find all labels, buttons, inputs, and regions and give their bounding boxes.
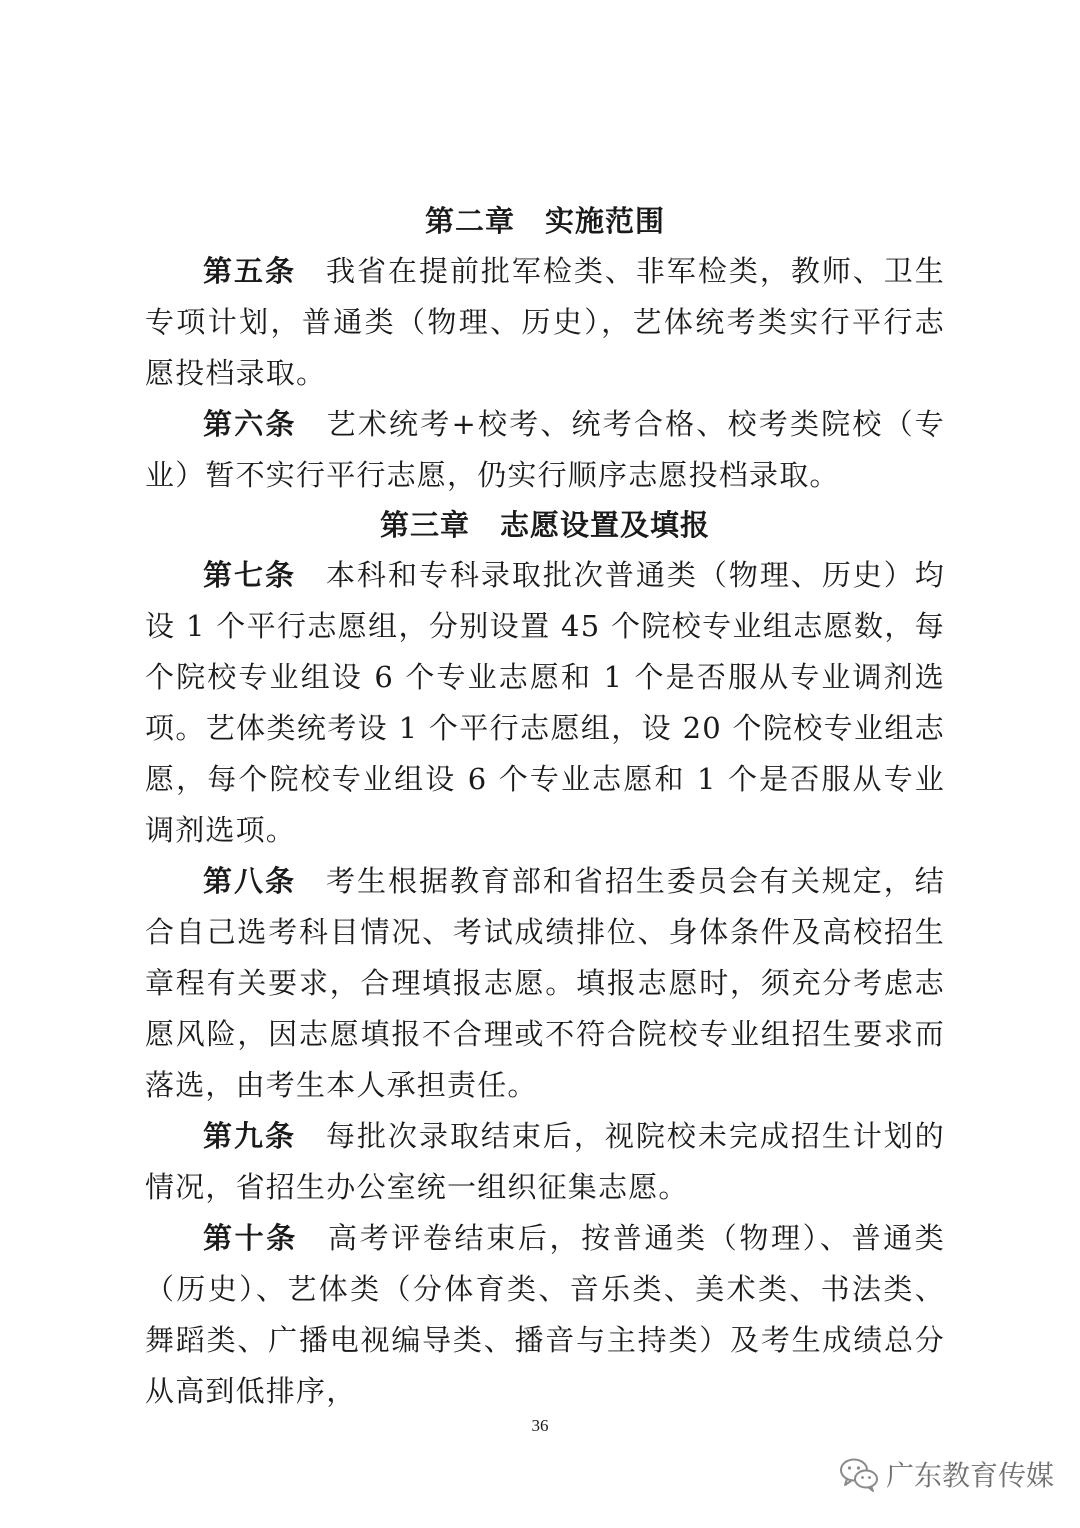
article-title: 第七条 xyxy=(203,558,296,592)
chapter-heading: 第二章 实施范围 xyxy=(424,204,665,238)
article-paragraph xyxy=(145,550,945,856)
article-paragraph xyxy=(145,1213,945,1417)
article-paragraph xyxy=(145,856,945,1111)
article-paragraph xyxy=(145,1111,945,1213)
article-title: 第八条 xyxy=(203,864,296,898)
article-text: 考生根据教育部和省招生委员会有关规定，结合自己选考科目情况、考试成绩排位、身体条件及高校招生章程有关要求，合理填报志愿。填报志愿时，须充分考虑志愿风险，因志愿填报不合理或不符合院校专业组招生要求而落选，由考生本人承担责任。 xyxy=(145,864,945,1102)
article-title: 第十条 xyxy=(203,1221,298,1255)
article-text: 每批次录取结束后，视院校未完成招生计划的情况，省招生办公室统一组织征集志愿。 xyxy=(145,1119,945,1204)
article-title: 第九条 xyxy=(203,1119,296,1153)
article-title: 第六条 xyxy=(203,407,297,441)
article-text: 我省在提前批军检类、非军检类，教师、卫生专项计划，普通类（物理、历史），艺体统考类实行平行志愿投档录取。 xyxy=(145,254,945,390)
chapter-heading: 第三章 志愿设置及填报 xyxy=(379,508,710,542)
article-text: 艺术统考+校考、统考合格、校考类院校（专业）暂不实行平行志愿，仍实行顺序志愿投档录取。 xyxy=(145,407,945,492)
page-number: 36 xyxy=(531,1416,549,1435)
watermark xyxy=(838,1454,1054,1494)
article-title: 第五条 xyxy=(203,254,296,288)
chapter-2-section xyxy=(145,196,945,501)
wechat-icon xyxy=(838,1455,880,1493)
article-paragraph xyxy=(145,246,945,399)
article-paragraph xyxy=(145,399,945,501)
chapter-3-section xyxy=(145,500,945,1417)
watermark-text: 广东教育传媒 xyxy=(886,1459,1055,1492)
article-text: 高考评卷结束后，按普通类（物理）、普通类（历史）、艺体类（分体育类、音乐类、美术类、书法类、舞蹈类、广播电视编导类、播音与主持类）及考生成绩总分从高到低排序， xyxy=(145,1221,945,1408)
article-text: 本科和专科录取批次普通类（物理、历史）均设 1 个平行志愿组，分别设置 45 个院校专业组志愿数，每个院校专业组设 6 个专业志愿和 1 个是否服从专业调剂选项。艺体类统考设 1 个平行志愿组，设 20 个院校专业组志愿，每个院校专业组设 6 个专业志愿和 1 个是否服从专业调剂选项。 xyxy=(145,558,945,847)
